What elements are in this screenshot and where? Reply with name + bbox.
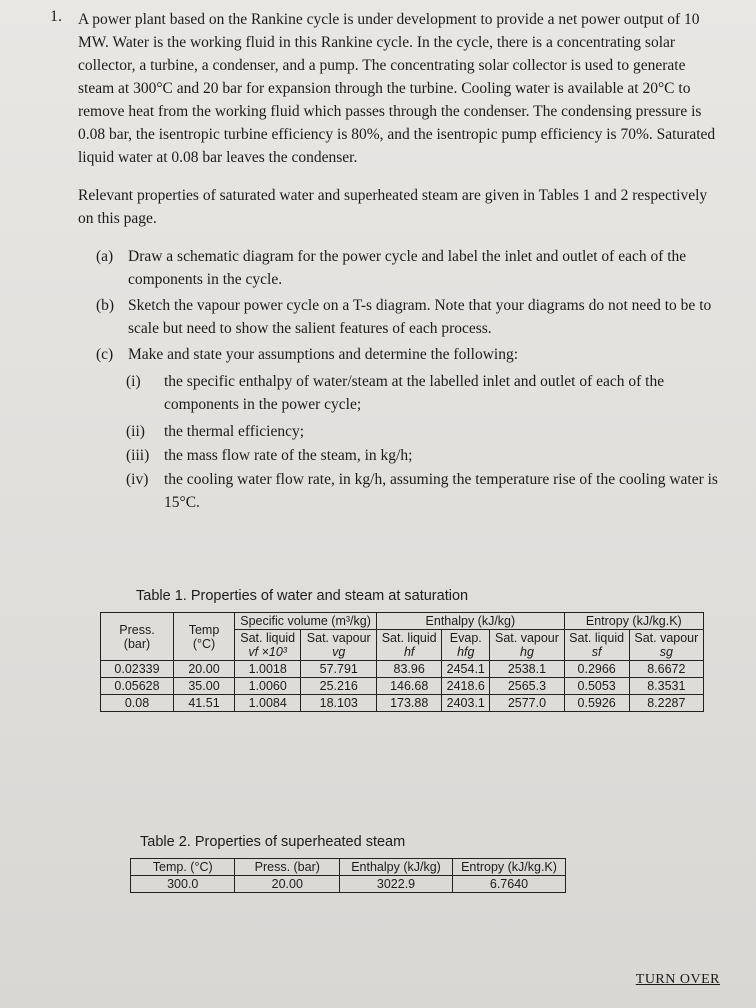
header-symbol: hg bbox=[520, 645, 534, 659]
part-text: Draw a schematic diagram for the power cycle and label the inlet and outlet of each of the components in the cycle. bbox=[128, 248, 687, 288]
header-text: Sat. liquid bbox=[240, 631, 296, 645]
table-cell: 8.6672 bbox=[629, 661, 703, 678]
subpart-label: (iv) bbox=[126, 471, 149, 488]
superheated-table bbox=[130, 858, 566, 893]
header-sf bbox=[564, 630, 629, 661]
header-enthalpy: Enthalpy (kJ/kg) bbox=[377, 613, 564, 630]
table-cell: 0.02339 bbox=[101, 661, 174, 678]
table-cell: 2418.6 bbox=[442, 678, 490, 695]
header-hf bbox=[377, 630, 442, 661]
header-text: Sat. vapour bbox=[306, 631, 371, 645]
table-cell: 1.0060 bbox=[235, 678, 301, 695]
turn-over-note: TURN OVER bbox=[635, 972, 720, 987]
table-cell: 8.3531 bbox=[629, 678, 703, 695]
part-text: Make and state your assumptions and determine the following: bbox=[128, 346, 518, 363]
part-label: (c) bbox=[96, 346, 114, 363]
table-cell: 2565.3 bbox=[490, 678, 564, 695]
table-cell: 146.68 bbox=[377, 678, 442, 695]
saturation-table bbox=[100, 612, 704, 712]
table-cell: 3022.9 bbox=[340, 876, 453, 893]
header-symbol: vg bbox=[332, 645, 346, 659]
header-symbol: sf bbox=[591, 645, 602, 659]
header-entropy: Entropy (kJ/kg.K) bbox=[564, 613, 703, 630]
header-temp: Temp (°C) bbox=[174, 613, 235, 661]
header-enthalpy: Enthalpy (kJ/kg) bbox=[340, 859, 453, 876]
table-cell: 173.88 bbox=[377, 695, 442, 712]
subpart-label: (iii) bbox=[126, 447, 150, 464]
table-row bbox=[131, 876, 566, 893]
header-text: Sat. liquid bbox=[381, 631, 437, 645]
question-intro: A power plant based on the Rankine cycle is under development to provide a net power output of 10 MW. Water is the working fluid in this Rankine cycle. In the cycle, there is a concentrating solar collector, a turbine, a condenser, and a pump. The concentrating solar collector is used to generate steam at 300°C and 20 bar for expansion through the turbine. Cooling water is available at 20°C to remove heat from the working fluid which passes through the condenser. The condensing pressure is 0.08 bar, the isentropic turbine efficiency is 80%, and the isentropic pump efficiency is 70%. Saturated liquid water at 0.08 bar leaves the condenser. bbox=[78, 11, 716, 166]
header-hg bbox=[490, 630, 564, 661]
header-press: Press. (bar) bbox=[101, 613, 174, 661]
table-cell: 6.7640 bbox=[453, 876, 566, 893]
header-symbol: hf bbox=[403, 645, 415, 659]
table-cell: 1.0084 bbox=[235, 695, 301, 712]
header-vf bbox=[235, 630, 301, 661]
table-cell: 83.96 bbox=[377, 661, 442, 678]
header-symbol: sg bbox=[659, 645, 673, 659]
header-hfg bbox=[442, 630, 490, 661]
table-row bbox=[101, 678, 704, 695]
question-number: 1. bbox=[50, 8, 62, 25]
table-cell: 57.791 bbox=[301, 661, 377, 678]
table-cell: 20.00 bbox=[174, 661, 235, 678]
header-symbol: vf ×10³ bbox=[248, 645, 287, 659]
subpart-label: (ii) bbox=[126, 423, 145, 440]
subpart-text: the specific enthalpy of water/steam at the labelled inlet and outlet of each of the components in the power cycle; bbox=[164, 373, 665, 413]
header-specific-volume: Specific volume (m³/kg) bbox=[235, 613, 377, 630]
table-row bbox=[101, 661, 704, 678]
table-cell: 41.51 bbox=[174, 695, 235, 712]
table2-caption: Table 2. Properties of superheated steam bbox=[140, 834, 406, 850]
header-symbol: hfg bbox=[457, 645, 475, 659]
header-text: Sat. vapour bbox=[494, 631, 559, 645]
table-cell: 2454.1 bbox=[442, 661, 490, 678]
table1-caption: Table 1. Properties of water and steam at saturation bbox=[136, 588, 469, 604]
table-cell: 0.5053 bbox=[564, 678, 629, 695]
table-cell: 0.2966 bbox=[564, 661, 629, 678]
header-sg bbox=[629, 630, 703, 661]
table-cell: 0.05628 bbox=[101, 678, 174, 695]
subpart-text: the thermal efficiency; bbox=[164, 423, 305, 440]
table-cell: 20.00 bbox=[235, 876, 340, 893]
table-header-row bbox=[101, 613, 704, 630]
header-text: Sat. vapour bbox=[634, 631, 699, 645]
header-press: Press. (bar) bbox=[235, 859, 340, 876]
part-label: (b) bbox=[96, 297, 115, 314]
table-cell: 1.0018 bbox=[235, 661, 301, 678]
header-entropy: Entropy (kJ/kg.K) bbox=[453, 859, 566, 876]
table-cell: 18.103 bbox=[301, 695, 377, 712]
table-cell: 8.2287 bbox=[629, 695, 703, 712]
part-label: (a) bbox=[96, 248, 114, 265]
subpart-text: the cooling water flow rate, in kg/h, assuming the temperature rise of the cooling water is 15°C. bbox=[164, 471, 718, 511]
table-cell: 35.00 bbox=[174, 678, 235, 695]
header-vg bbox=[301, 630, 377, 661]
relevant-properties-note: Relevant properties of saturated water and superheated steam are given in Tables 1 and 2 respectively on this page. bbox=[78, 187, 708, 227]
table-header-row bbox=[131, 859, 566, 876]
part-text: Sketch the vapour power cycle on a T-s diagram. Note that your diagrams do not need to be to scale but need to show the salient features of each process. bbox=[128, 297, 712, 337]
table-cell: 2403.1 bbox=[442, 695, 490, 712]
table-cell: 300.0 bbox=[131, 876, 235, 893]
header-text: Evap. bbox=[449, 631, 482, 645]
header-temp: Temp. (°C) bbox=[131, 859, 235, 876]
table-cell: 2577.0 bbox=[490, 695, 564, 712]
table-row bbox=[101, 695, 704, 712]
header-text: Sat. liquid bbox=[569, 631, 625, 645]
table-cell: 2538.1 bbox=[490, 661, 564, 678]
subpart-label: (i) bbox=[126, 373, 141, 390]
table-cell: 25.216 bbox=[301, 678, 377, 695]
subpart-text: the mass flow rate of the steam, in kg/h; bbox=[164, 447, 413, 464]
table-cell: 0.08 bbox=[101, 695, 174, 712]
table-cell: 0.5926 bbox=[564, 695, 629, 712]
